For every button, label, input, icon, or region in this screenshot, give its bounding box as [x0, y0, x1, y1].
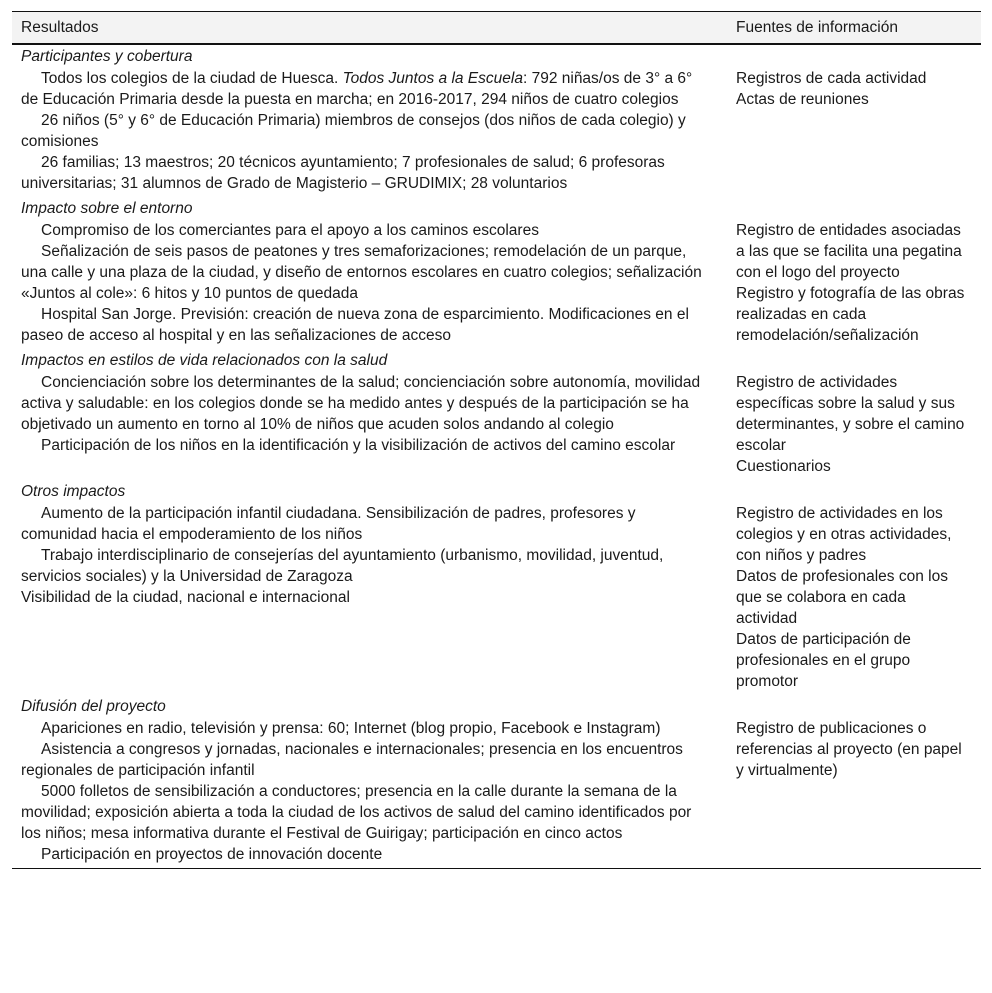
source-item: Registro de actividades específicas sobre la salud y sus determinantes, y sobre el camino escolar — [736, 374, 965, 454]
section-title: Impactos en estilos de vida relacionados con la salud — [21, 352, 388, 369]
header-results: Resultados — [21, 19, 99, 36]
result-italic-text: Todos Juntos a la Escuela — [342, 70, 523, 87]
section-title: Impacto sobre el entorno — [21, 200, 193, 217]
table-section — [12, 695, 981, 868]
sources-cell — [726, 68, 981, 194]
section-title: Participantes y cobertura — [21, 48, 193, 65]
result-item: Visibilidad de la ciudad, nacional e internacional — [21, 589, 350, 606]
results-table — [12, 11, 981, 869]
result-text: : 792 niñas/os de 3° a 6° de Educación Primaria desde la puesta en marcha; en 2016-2017, 294 niños de cuatro colegios — [21, 70, 693, 108]
section-title: Otros impactos — [21, 483, 126, 500]
sources-cell — [726, 503, 981, 692]
results-cell — [12, 718, 726, 865]
result-item: Señalización de seis pasos de peatones y tres semaforizaciones; remodelación de un parque, una calle y una plaza de la ciudad, y diseño de entornos escolares en cuatro colegios; señalización «Juntos al cole»: 6 hitos y 10 puntos de quedada — [21, 243, 702, 302]
source-item: Registro de publicaciones o referencias al proyecto (en papel y virtualmente) — [736, 720, 962, 779]
source-item: Actas de reuniones — [736, 91, 869, 108]
table-section — [12, 197, 981, 349]
result-item: Compromiso de los comerciantes para el apoyo a los caminos escolares — [41, 222, 539, 239]
table-section — [12, 45, 981, 197]
result-item: Aumento de la participación infantil ciudadana. Sensibilización de padres, profesores y comunidad hacia el empoderamiento de los niños — [21, 505, 636, 543]
result-text: Todos los colegios de la ciudad de Huesca. — [41, 70, 343, 87]
sources-cell — [726, 718, 981, 865]
sources-cell — [726, 220, 981, 346]
result-item: Participación en proyectos de innovación docente — [41, 846, 383, 863]
result-item — [21, 68, 708, 110]
sources-cell — [726, 372, 981, 477]
source-item: Datos de participación de profesionales en el grupo promotor — [736, 631, 911, 690]
result-item: 26 familias; 13 maestros; 20 técnicos ayuntamiento; 7 profesionales de salud; 6 profesoras universitarias; 31 alumnos de Grado de Magisterio – GRUDIMIX; 28 voluntarios — [21, 154, 665, 192]
table-body — [12, 45, 981, 868]
source-item: Registro de entidades asociadas a las que se facilita una pegatina con el logo del proyecto — [736, 222, 962, 281]
result-item: Participación de los niños en la identificación y la visibilización de activos del camino escolar — [41, 437, 676, 454]
results-cell — [12, 372, 726, 477]
result-item: Apariciones en radio, televisión y prensa: 60; Internet (blog propio, Facebook e Instagram) — [41, 720, 661, 737]
source-item: Registro de actividades en los colegios y en otras actividades, con niños y padres — [736, 505, 952, 564]
source-item: Registros de cada actividad — [736, 70, 927, 87]
result-item: Concienciación sobre los determinantes de la salud; concienciación sobre autonomía, movilidad activa y saludable: en los colegios donde se ha medido antes y después de la participación se ha objetivado un aumento en torno al 10% de niños que acuden solos andando al colegio — [21, 374, 701, 433]
source-item: Cuestionarios — [736, 458, 831, 475]
header-sources: Fuentes de información — [736, 19, 898, 36]
result-item: 5000 folletos de sensibilización a conductores; presencia en la calle durante la semana de la movilidad; exposición abierta a toda la ciudad de los activos de salud del camino identificados por los niños; mesa informativa durante el Festival de Guirigay; participación en cinco actos — [21, 783, 692, 842]
result-item: Trabajo interdisciplinario de consejerías del ayuntamiento (urbanismo, movilidad, juventud, servicios sociales) y la Universidad de Zaragoza — [21, 547, 664, 585]
results-cell — [12, 220, 726, 346]
source-item: Datos de profesionales con los que se colabora en cada actividad — [736, 568, 948, 627]
table-section — [12, 480, 981, 695]
table-header — [12, 12, 981, 45]
table-section — [12, 349, 981, 480]
result-item: Hospital San Jorge. Previsión: creación de nueva zona de esparcimiento. Modificaciones en el paseo de acceso al hospital y en las señalizaciones de acceso — [21, 306, 689, 344]
results-cell — [12, 503, 726, 692]
result-item: 26 niños (5° y 6° de Educación Primaria) miembros de consejos (dos niños de cada colegio) y comisiones — [21, 112, 686, 150]
result-item: Asistencia a congresos y jornadas, nacionales e internacionales; presencia en los encuentros regionales de participación infantil — [21, 741, 683, 779]
results-cell — [12, 68, 726, 194]
section-title: Difusión del proyecto — [21, 698, 166, 715]
source-item: Registro y fotografía de las obras realizadas en cada remodelación/señalización — [736, 285, 965, 344]
